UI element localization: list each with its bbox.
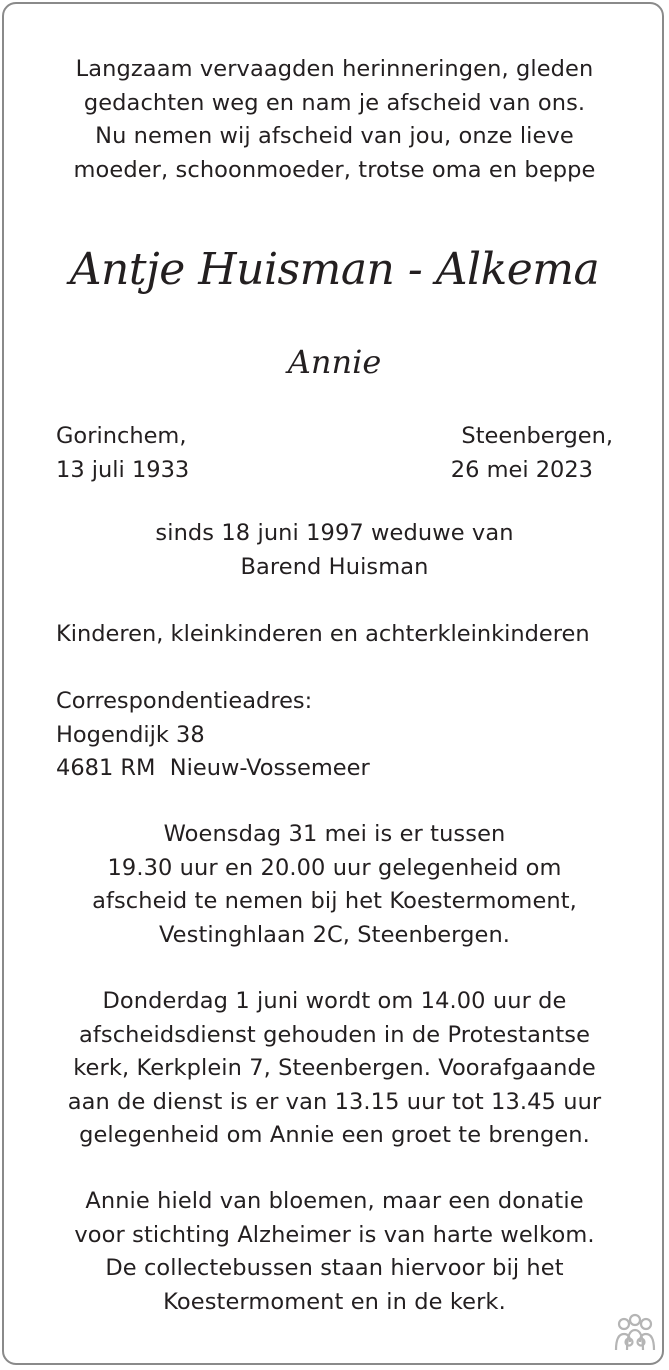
donation-line: Koestermoment en in de kerk. [163,1288,506,1315]
service-line: afscheidsdienst gehouden in de Protestantse [78,1021,591,1048]
service-line: aan de dienst is er van 13.15 uur tot 13.45 uur [67,1088,602,1115]
visitation-info [0,818,669,952]
service-line: Donderdag 1 juni wordt om 14.00 uur de [102,988,567,1014]
birth-place: Gorinchem, [56,423,187,449]
widow-line: Barend Huisman [240,553,429,580]
intro-line: Langzaam vervaagden herinneringen, gleden [75,56,594,82]
intro-line: moeder, schoonmoeder, trotse oma en beppe [73,156,596,183]
deceased-name: Antje Huisman - Alkema [69,244,600,295]
intro-poem [0,53,669,187]
donation-line: De collectebussen staan hiervoor bij het [105,1255,564,1281]
intro-line: gedachten weg en nam je afscheid van ons. [83,89,586,116]
widow-info [0,517,669,584]
service-line: gelegenheid om Annie een groet te brengen. [79,1122,590,1148]
birth-date: 13 juli 1933 [56,456,190,483]
address-line: Hogendijk 38 [56,721,205,748]
address-line: Correspondentieadres: [56,688,313,714]
service-line: kerk, Kerkplein 7, Steenbergen. Voorafgaande [73,1055,596,1081]
announcement-card [2,2,664,1365]
donation-line: voor stichting Alzheimer is van harte welkom. [74,1221,595,1248]
correspondence-address [56,685,370,786]
deceased-nickname: Annie [287,343,382,381]
visitation-line: afscheid te nemen bij het Koestermoment, [92,888,577,914]
death-info [451,420,613,487]
intro-line: Nu nemen wij afscheid van jou, onze lieve [95,123,574,149]
family-logo-icon [610,1312,660,1362]
address-line: 4681 RM Nieuw-Vossemeer [56,755,370,781]
visitation-line: Woensdag 31 mei is er tussen [163,821,506,847]
service-info [0,985,669,1153]
visitation-line: 19.30 uur en 20.00 uur gelegenheid om [107,854,562,881]
donation-line: Annie hield van bloemen, maar een donatie [85,1188,584,1214]
birth-info [56,420,189,487]
death-date: 26 mei 2023 [450,456,593,483]
donation-info [0,1185,669,1319]
visitation-line: Vestinghlaan 2C, Steenbergen. [158,921,511,948]
widow-line: sinds 18 juni 1997 weduwe van [155,520,514,546]
death-place: Steenbergen, [461,423,613,449]
family-line: Kinderen, kleinkinderen en achterkleinkinderen [56,621,590,647]
